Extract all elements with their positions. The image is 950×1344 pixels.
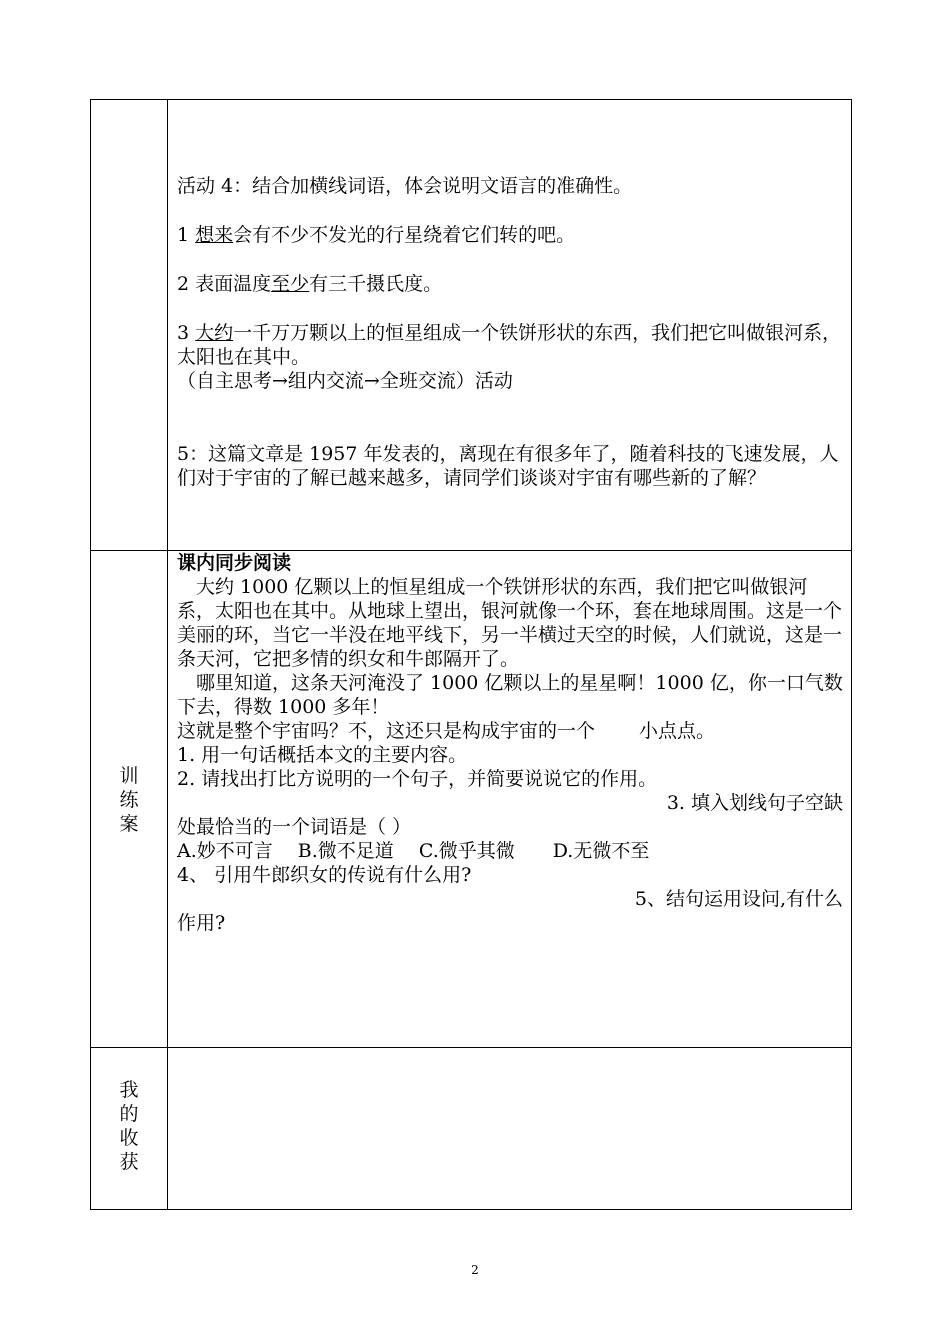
question-5-line2: 作用? xyxy=(177,912,226,934)
label-char: 的 xyxy=(119,1103,139,1125)
underlined-word: 至少 xyxy=(271,273,310,295)
worksheet-table xyxy=(90,99,852,1210)
sentence-2: 2 表面温度至少有三千摄氏度。 xyxy=(177,273,443,295)
activity-content-cell xyxy=(168,100,852,551)
question-3-line2: 处最恰当的一个词语是（ ） xyxy=(177,816,412,838)
reading-paragraph-2: 哪里知道，这条天河淹没了 1000 亿颗以上的星星啊！1000 亿，你一口气数下去，得数 1000 多年！ xyxy=(177,672,843,718)
discussion-note: （自主思考→组内交流→全班交流）活动 xyxy=(177,370,513,392)
question-5-line1: 5、结句运用设问,有什么 xyxy=(634,888,843,910)
label-char: 收 xyxy=(119,1127,139,1149)
question-3-options: A.妙不可言 B.微不足道 C.微乎其微 D.无微不至 xyxy=(177,840,650,862)
activity-label-cell xyxy=(91,100,168,551)
page-number: 2 xyxy=(471,1263,479,1277)
activity-row xyxy=(91,100,852,551)
activity5-text: 5：这篇文章是 1957 年发表的，离现在有很多年了，随着科技的飞速发展，人们对于宇宙的了解已越来越多，请同学们谈谈对宇宙有哪些新的了解？ xyxy=(177,443,839,489)
training-row xyxy=(91,551,852,1048)
harvest-row xyxy=(91,1048,852,1210)
question-3-line1: 3. 填入划线句子空缺 xyxy=(666,792,843,814)
reading-heading: 课内同步阅读 xyxy=(177,552,292,574)
reading-paragraph-1: 大约 1000 亿颗以上的恒星组成一个铁饼形状的东西，我们把它叫做银河系，太阳也在其中。从地球上望出，银河就像一个环，套在地球周围。这是一个美丽的环，当它一半没在地平线下，另一半横过天空的时候，人们就说，这是一条天河，它把多情的织女和牛郎隔开了。 xyxy=(177,576,843,670)
label-char: 练 xyxy=(119,789,139,811)
label-char: 训 xyxy=(119,765,139,787)
reading-paragraph-3: 这就是整个宇宙吗？不，这还只是构成宇宙的一个 小点点。 xyxy=(177,720,716,742)
question-2: 2. 请找出打比方说明的一个句子，并简要说说它的作用。 xyxy=(177,768,658,790)
training-label-cell xyxy=(91,551,168,1048)
underlined-word: 想来 xyxy=(195,224,234,246)
harvest-content-cell xyxy=(168,1048,852,1210)
underlined-word: 大约 xyxy=(195,322,234,344)
activity4-title: 活动 4：结合加横线词语，体会说明文语言的准确性。 xyxy=(177,175,633,197)
sentence-1: 1 想来会有不少不发光的行星绕着它们转的吧。 xyxy=(177,224,576,246)
label-char: 案 xyxy=(119,813,139,835)
sentence-3: 3 大约一千万万颗以上的恒星组成一个铁饼形状的东西，我们把它叫做银河系，太阳也在其中。 xyxy=(177,322,842,368)
label-char: 我 xyxy=(119,1079,139,1101)
question-1: 1. 用一句话概括本文的主要内容。 xyxy=(177,744,468,766)
harvest-label-cell xyxy=(91,1048,168,1210)
training-content-cell xyxy=(168,551,852,1048)
label-char: 获 xyxy=(119,1151,139,1173)
question-4: 4、 引用牛郎织女的传说有什么用? xyxy=(177,864,472,886)
